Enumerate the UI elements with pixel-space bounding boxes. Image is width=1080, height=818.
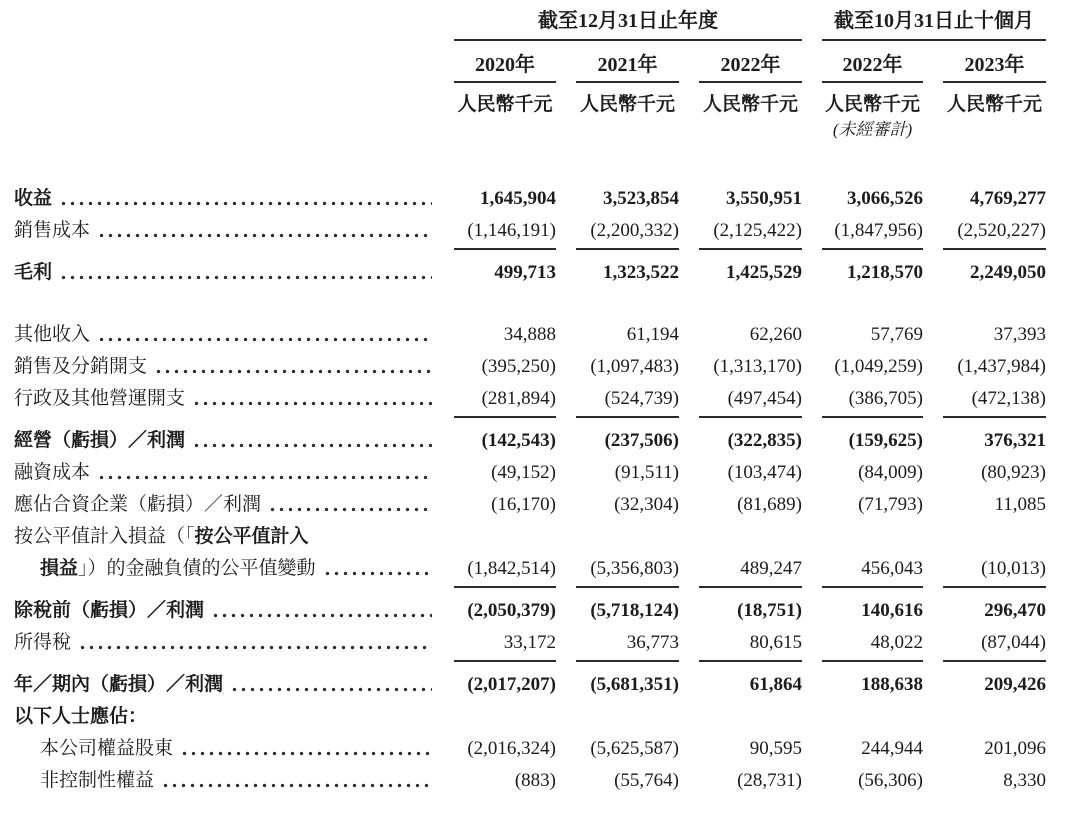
cell-value: 33,172 <box>454 632 556 662</box>
row-label-text: 非控制性權益 <box>40 770 155 791</box>
cell-value: 61,194 <box>626 324 679 345</box>
cell-value: (1,842,514) <box>454 558 556 588</box>
cell-value: (55,764) <box>614 770 679 791</box>
cell-value: (2,050,379) <box>467 600 556 621</box>
unit-label: 人民幣千元 <box>946 94 1042 115</box>
cell-value: (5,356,803) <box>576 558 679 588</box>
cell-value: 188,638 <box>861 674 923 695</box>
cell-value: (281,894) <box>454 388 556 418</box>
row-label-text: 以下人士應佔： <box>14 706 148 727</box>
unit-label: 人民幣千元 <box>824 94 920 115</box>
cell-value: (103,474) <box>727 462 802 483</box>
row-label-text: 融資成本 <box>14 462 91 483</box>
cell-value: 61,864 <box>749 674 802 695</box>
row-label <box>14 738 434 760</box>
dotted-leader <box>78 632 432 654</box>
dotted-leader <box>323 558 432 580</box>
dotted-leader <box>230 674 432 696</box>
unit-label: 人民幣千元 <box>579 94 675 115</box>
cell-value: 48,022 <box>822 632 923 662</box>
cell-value: (322,835) <box>727 430 802 451</box>
cell-value: (2,200,332) <box>576 220 679 250</box>
table-row <box>14 383 1066 418</box>
table-row <box>14 521 1066 553</box>
table-row <box>14 733 1066 765</box>
dotted-leader <box>97 220 432 242</box>
row-label <box>14 526 434 548</box>
dotted-leader <box>161 770 432 792</box>
dotted-leader <box>59 262 432 284</box>
cell-value: (10,013) <box>943 558 1046 588</box>
row-label <box>14 706 434 728</box>
cell-value: (2,520,227) <box>943 220 1046 250</box>
note-row <box>14 117 1066 149</box>
column-header-2022: 2022年 <box>699 53 802 83</box>
table-body <box>14 183 1066 797</box>
row-label <box>14 632 434 654</box>
cell-value: 8,330 <box>1003 770 1046 791</box>
column-header-2022-ten-months: 2022年 <box>822 53 923 83</box>
cell-value: (5,681,351) <box>590 674 679 695</box>
unit-label: 人民幣千元 <box>702 94 798 115</box>
cell-value: (1,313,170) <box>713 356 802 377</box>
cell-value: (81,689) <box>737 494 802 515</box>
cell-value: 376,321 <box>984 430 1046 451</box>
row-label <box>14 220 434 242</box>
row-label <box>14 558 434 580</box>
row-label <box>14 600 434 622</box>
cell-value: 80,615 <box>699 632 802 662</box>
dotted-leader <box>192 388 432 410</box>
cell-value: (2,016,324) <box>467 738 556 759</box>
row-label-text: 按公平值計入損益（「按公平值計入 <box>14 526 309 547</box>
row-label-text: 收益 <box>14 188 53 209</box>
cell-value: (524,739) <box>576 388 679 418</box>
dotted-leader <box>192 430 432 452</box>
column-header-2023: 2023年 <box>943 53 1046 83</box>
cell-value: (1,097,483) <box>590 356 679 377</box>
cell-value: (18,751) <box>737 600 802 621</box>
cell-value: 1,218,570 <box>847 262 923 283</box>
table-row <box>14 425 1066 457</box>
table-row <box>14 257 1066 289</box>
row-label <box>14 430 434 452</box>
year-header-row <box>14 53 1066 83</box>
cell-value: (56,306) <box>858 770 923 791</box>
cell-value: 3,550,951 <box>726 188 802 209</box>
row-label <box>14 388 434 410</box>
row-label <box>14 770 434 792</box>
row-label-text: 應佔合資企業（虧損）／利潤 <box>14 494 262 515</box>
table-row <box>14 457 1066 489</box>
table-row <box>14 215 1066 250</box>
cell-value: (1,847,956) <box>822 220 923 250</box>
column-group-ten-months-ended: 截至10月31日止十個月 <box>822 8 1046 41</box>
column-group-header-row <box>14 8 1066 41</box>
cell-value: 489,247 <box>699 558 802 588</box>
cell-value: (80,923) <box>981 462 1046 483</box>
cell-value: 4,769,277 <box>970 188 1046 209</box>
table-row <box>14 183 1066 215</box>
unit-header-row <box>14 93 1066 117</box>
unaudited-note: (未經審計) <box>832 120 913 139</box>
cell-value: 3,066,526 <box>847 188 923 209</box>
cell-value: 140,616 <box>861 600 923 621</box>
table-row <box>14 701 1066 733</box>
cell-value: (497,454) <box>699 388 802 418</box>
cell-value: 296,470 <box>984 600 1046 621</box>
cell-value: (472,138) <box>943 388 1046 418</box>
row-label-text: 銷售及分銷開支 <box>14 356 148 377</box>
cell-value: (1,437,984) <box>957 356 1046 377</box>
row-label-text: 其他收入 <box>14 324 91 345</box>
table-row <box>14 765 1066 797</box>
row-label <box>14 356 434 378</box>
cell-value: (32,304) <box>614 494 679 515</box>
row-label <box>14 324 434 346</box>
row-label-text: 銷售成本 <box>14 220 91 241</box>
dotted-leader <box>97 324 432 346</box>
cell-value: 36,773 <box>576 632 679 662</box>
row-label <box>14 188 434 210</box>
cell-value: (5,718,124) <box>590 600 679 621</box>
column-header-2021: 2021年 <box>576 53 679 83</box>
cell-value: (16,170) <box>491 494 556 515</box>
cell-value: 499,713 <box>494 262 556 283</box>
cell-value: 209,426 <box>984 674 1046 695</box>
row-label <box>14 674 434 696</box>
cell-value: 37,393 <box>993 324 1046 345</box>
table-row <box>14 351 1066 383</box>
cell-value: 57,769 <box>870 324 923 345</box>
cell-value: 244,944 <box>861 738 923 759</box>
cell-value: (237,506) <box>604 430 679 451</box>
row-label-text: 行政及其他營運開支 <box>14 388 186 409</box>
cell-value: 1,425,529 <box>726 262 802 283</box>
dotted-leader <box>97 462 432 484</box>
row-label-text: 所得稅 <box>14 632 72 653</box>
cell-value: (1,049,259) <box>834 356 923 377</box>
cell-value: (71,793) <box>858 494 923 515</box>
cell-value: 201,096 <box>984 738 1046 759</box>
cell-value: (883) <box>514 770 556 791</box>
cell-value: (386,705) <box>822 388 923 418</box>
cell-value: (142,543) <box>481 430 556 451</box>
column-header-2020: 2020年 <box>454 53 556 83</box>
table-row <box>14 595 1066 627</box>
cell-value: (2,125,422) <box>699 220 802 250</box>
cell-value: 456,043 <box>822 558 923 588</box>
dotted-leader <box>154 356 432 378</box>
cell-value: (5,625,587) <box>590 738 679 759</box>
row-label <box>14 462 434 484</box>
dotted-leader <box>268 494 432 516</box>
table-row <box>14 669 1066 701</box>
row-label-text: 損益」）的金融負債的公平值變動 <box>40 558 316 579</box>
row-label-text: 經營（虧損）／利潤 <box>14 430 186 451</box>
table-row <box>14 627 1066 662</box>
row-label-text: 除稅前（虧損）／利潤 <box>14 600 205 621</box>
cell-value: (395,250) <box>481 356 556 377</box>
cell-value: (91,511) <box>614 462 679 483</box>
dotted-leader <box>180 738 432 760</box>
cell-value: 2,249,050 <box>970 262 1046 283</box>
cell-value: 1,645,904 <box>480 188 556 209</box>
column-group-year-ended: 截至12月31日止年度 <box>454 8 802 41</box>
cell-value: (159,625) <box>848 430 923 451</box>
cell-value: 34,888 <box>503 324 556 345</box>
dotted-leader <box>211 600 432 622</box>
cell-value: (87,044) <box>943 632 1046 662</box>
cell-value: 3,523,854 <box>603 188 679 209</box>
dotted-leader <box>59 188 432 210</box>
cell-value: (28,731) <box>737 770 802 791</box>
cell-value: 62,260 <box>749 324 802 345</box>
cell-value: (1,146,191) <box>454 220 556 250</box>
table-row <box>14 319 1066 351</box>
cell-value: 11,085 <box>994 494 1046 515</box>
cell-value: (49,152) <box>491 462 556 483</box>
row-label-text: 本公司權益股東 <box>40 738 174 759</box>
cell-value: (84,009) <box>858 462 923 483</box>
cell-value: (2,017,207) <box>467 674 556 695</box>
cell-value: 90,595 <box>749 738 802 759</box>
table-row <box>14 553 1066 588</box>
row-label-text: 毛利 <box>14 262 53 283</box>
unit-label: 人民幣千元 <box>457 94 553 115</box>
section-spacer <box>14 289 1066 319</box>
row-label <box>14 494 434 516</box>
cell-value: 1,323,522 <box>603 262 679 283</box>
row-label-text: 年／期內（虧損）／利潤 <box>14 674 224 695</box>
row-label <box>14 262 434 284</box>
table-row <box>14 489 1066 521</box>
